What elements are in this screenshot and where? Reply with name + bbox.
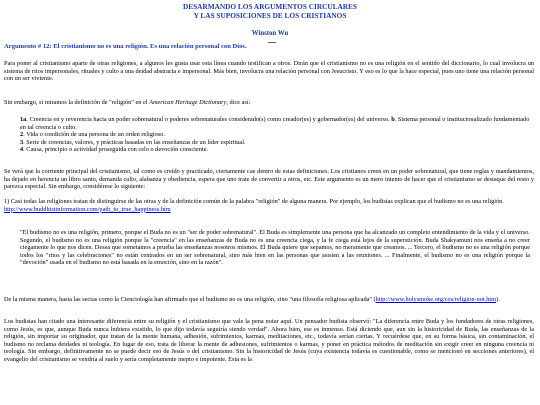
paragraph-mainstream: Se verá que la corriente principal del cristianismo, tal como es creído y practicado, ciertamente cae dentro de estas definiciones. Los cristianos creen en un poder sobrenatural, que tiene reglas y mandamientos, ha dejado en herencia un libro santo, demanda culto, alabanza y obediencia, espera que uno trate de convertir a otros, etc. Este argumento es un mero intento de hacer que el cristianismo se destaque del resto y parezca especial. Sin embargo, considérese lo siguiente:: [4, 168, 534, 191]
definition-1b-number: b: [391, 116, 395, 123]
scientology-text: De la misma manera, hasta las sectas como la Cienciología han afirmado que el budismo no es una religión, sino "una filosofía religiosa aplicada" (: [4, 296, 376, 303]
definition-4-number: 4: [20, 146, 24, 154]
definition-1a-number: 1a: [20, 116, 27, 123]
title-line-2: Y LAS SUPOSICIONES DE LOS CRISTIANOS: [193, 11, 347, 20]
definition-1: [20, 116, 530, 131]
paragraph-point-1: [4, 198, 534, 213]
definition-4-text: . Causa, principio o actividad proseguida con celo o devoción consciente.: [23, 146, 208, 154]
link-holysmoke[interactable]: http://www.holysmoke.org/cos/religion-not.htm: [375, 296, 496, 303]
definition-3-number: 3: [20, 138, 24, 146]
dictionary-name: American Heritage Dictionary: [149, 99, 227, 106]
title-line-1: DESARMANDO LOS ARGUMENTOS CIRCULARES: [182, 2, 357, 11]
argument-heading: Argumento # 12: El cristianismo no es una religión. Es una relación personal con Dios.: [4, 43, 247, 50]
definition-1b-text: . Sistema personal o institucionalizado fundamentado en tal creencia o culto.: [20, 116, 530, 131]
scientology-text-end: ).: [496, 296, 500, 303]
buddhism-quote: "El budismo no es una religión, primero, porque el Buda no es un "ser de poder sobrenatural". El Buda es simplemente una persona que ha alcanzado un completo entendimiento de la vida y el universo. Segundo, el budismo no es una religión porque la "creencia" en las enseñanzas de Buda no es una creencia ciega, y la fe ciega está lejos de la superstición. Buda Shakyamuni nos enseña a no creer ciegamente lo que nos dicen. Desea que sometamos a prueba las enseñanzas nosotros mismos. El Buda quiere que sepamos, no meramente que creamos. ... Tercero, el budismo no es una religión porque todos los "ritos y las celebraciones" no están centrados en un ser sobrenatural, sino más bien en las personas que asisten a las reuniones. ... Finalmente, el budismo no es una religión porque la "devoción" usada en el budismo no está basada en la emoción, sino en la razón".: [20, 229, 530, 267]
definition-3-text: . Serie de creencias, valores, y prácticas basadas en las enseñanzas de un líder espiritual.: [23, 138, 246, 146]
paragraph-definition-lead: [4, 99, 534, 107]
paragraph-buddhist-difference: Los budistas han citado una interesante diferencia entre su religión y el cristianismo que vale la pena notar aquí. Un pensador budista observó: "La diferencia entre Buda y los fundadores de otras religiones, como Jesús, es que, aunque Buda nunca hubiera existido, lo que dijo todavía seguiría siendo verdad". Ahora bien, ese es inmenso. Está diciendo que, aun sin la historicidad de Buda, las enseñanzas de la religión, sin importar su originador, que tratan de la mente humana, adhesión, sufrimientos, karmas, meditaciones, etc., todavía serían ciertas. Y recuérdese que, en su forma básica, sin contaminación, el budismo no reclama deidades ni teología. En lugar de eso, trata de liberar la mente de adhesiones, sufrimientos o karmas, y poner en práctica métodos de meditación sin exigir creer en ninguna creencia ni teología. Sin embargo, definitivamente no se puede decir eso de Jesús o del cristianismo. Sin la historicidad de Jesús (cuya existencia todavía es cuestionable, como se mencionó en secciones anteriores), el evangelio del cristianismo se vendría al suelo y sería completamente inepto e impotente. Esta es la: [4, 318, 534, 363]
link-buddhist-information[interactable]: http://www.buddhistinformation.com/path_to_true_happiness.htm: [4, 205, 171, 213]
paragraph-intro: Para poner al cristianismo aparte de otras religiones, a algunos les gusta usar esta línea cuando testifican a otros. Dirán que el cristianismo no es una religión en el sentido del diccionario, lo cual involucra un sistema de ritos impersonales, rituales y culto a una deidad abstracta e impersonal. Más bien, involucra una relación personal con Jesucristo. Y eso es lo que la hace especial, pues uno tiene una relación personal con un ser viviente.: [4, 60, 534, 83]
point-1-text: 1) Casi todas las religiones tratan de distinguirse de las otras y de la definición común de la palabra "religión" de alguna manera. Por ejemplo, los budistas explican que el budismo no es una religión.: [4, 198, 504, 205]
author-name: Winston Wu: [251, 30, 289, 37]
definition-list: [20, 116, 530, 154]
definition-4: [20, 146, 530, 154]
definition-1a-text: . Creencia en y reverencia hacia un poder sobrenatural o poderes sobrenaturales considerado(s) como creador(es) y gobernador(es) del universo.: [26, 116, 392, 123]
definition-lead-end: , dice así:: [226, 99, 251, 106]
definition-2: [20, 131, 530, 139]
document-title: [0, 2, 540, 20]
definition-3: [20, 139, 530, 147]
definition-2-text: . Vida o condición de una persona de un orden religioso.: [23, 131, 166, 139]
paragraph-scientology: [4, 296, 534, 304]
definition-lead-text: Sin embargo, si miramos la definición de "religión" en el: [4, 99, 150, 106]
definition-2-number: 2: [20, 131, 24, 139]
